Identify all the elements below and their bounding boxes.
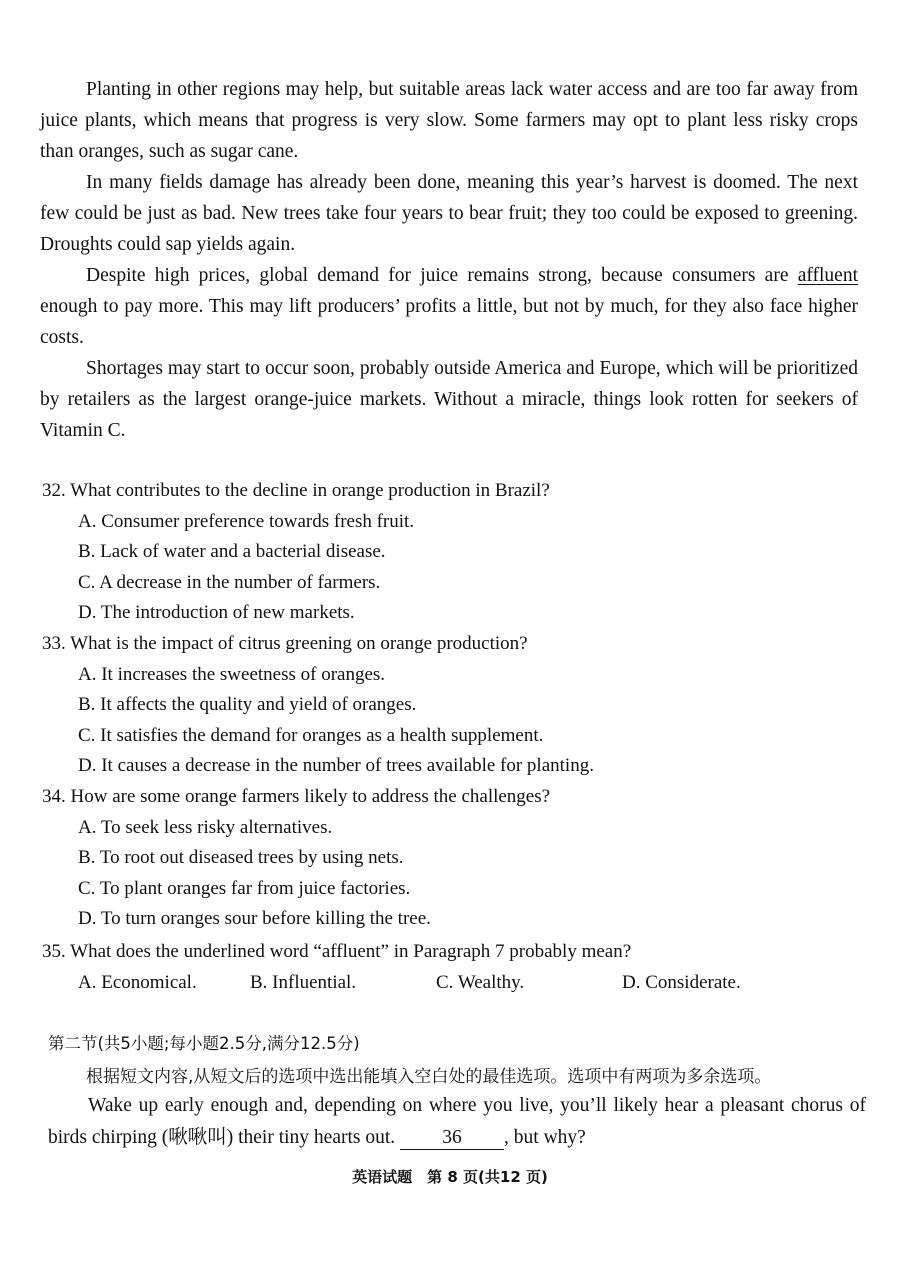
p3-text-before: Despite high prices, global demand for juice remains strong, because consumers are: [86, 265, 789, 286]
question-35: [42, 937, 862, 998]
question-stem: 32. What contributes to the decline in orange production in Brazil?: [42, 480, 550, 501]
blank-36: 36: [400, 1127, 504, 1150]
option-b: B. Lack of water and a bacterial disease.: [78, 541, 386, 563]
option-d: D. Considerate.: [622, 971, 741, 993]
option-d: D. It causes a decrease in the number of trees available for planting.: [78, 755, 594, 777]
question-stem: 35. What does the underlined word “affluent” in Paragraph 7 probably mean?: [42, 941, 632, 962]
option-a: A. Consumer preference towards fresh fruit.: [78, 510, 415, 532]
section-title: 第二节(共5小题;每小题2.5分,满分12.5分): [48, 1034, 360, 1053]
option-a: A. It increases the sweetness of oranges.: [78, 663, 386, 685]
section-instruction: 根据短文内容,从短文后的选项中选出能填入空白处的最佳选项。选项中有两项为多余选项。: [86, 1067, 772, 1087]
option-c: C. Wealthy.: [436, 971, 525, 993]
option-a: A. Economical.: [78, 971, 197, 993]
question-33: [42, 629, 862, 782]
question-stem: 33. What is the impact of citrus greening on orange production?: [42, 633, 528, 654]
underlined-word: affluent: [797, 265, 858, 286]
section2-text-before: Wake up early enough and, depending on where you live, you’ll likely hear a pleasant chorus of birds chirping (啾啾叫) their tiny hearts out.: [48, 1095, 866, 1148]
question-34: [42, 782, 862, 935]
option-d: D. To turn oranges sour before killing the tree.: [78, 908, 431, 930]
options-row: [42, 968, 862, 999]
option-c: C. It satisfies the demand for oranges as a health supplement.: [78, 724, 544, 746]
option-b: B. Influential.: [250, 971, 357, 993]
option-c: C. To plant oranges far from juice factories.: [78, 877, 411, 899]
section2-paragraph: [48, 1090, 866, 1154]
page-footer: 英语试题 第 8 页(共12 页): [352, 1168, 548, 1186]
option-d: D. The introduction of new markets.: [78, 602, 355, 624]
question-32: [42, 476, 862, 629]
option-b: B. It affects the quality and yield of oranges.: [78, 694, 417, 716]
passage-paragraph-3: [40, 260, 858, 353]
option-c: C. A decrease in the number of farmers.: [78, 571, 381, 593]
p3-text-after: enough to pay more. This may lift producers’ profits a little, but not by much, for they also face higher costs.: [40, 296, 858, 348]
option-a: A. To seek less risky alternatives.: [78, 816, 333, 838]
option-b: B. To root out diseased trees by using nets.: [78, 847, 404, 869]
question-stem: 34. How are some orange farmers likely to address the challenges?: [42, 786, 551, 807]
passage-paragraph-2: In many fields damage has already been done, meaning this year’s harvest is doomed. The next few could be just as bad. New trees take four years to bear fruit; they too could be exposed to greening. Droughts could sap yields again.: [40, 172, 858, 255]
passage-paragraph-4: Shortages may start to occur soon, probably outside America and Europe, which will be prioritized by retailers as the largest orange-juice markets. Without a miracle, things look rotten for seekers of Vitamin C.: [40, 358, 858, 441]
passage-paragraph-1: Planting in other regions may help, but suitable areas lack water access and are too far away from juice plants, which means that progress is very slow. Some farmers may opt to plant less risky crops than oranges, such as sugar cane.: [40, 79, 858, 162]
section2-text-after: , but why?: [504, 1127, 586, 1148]
